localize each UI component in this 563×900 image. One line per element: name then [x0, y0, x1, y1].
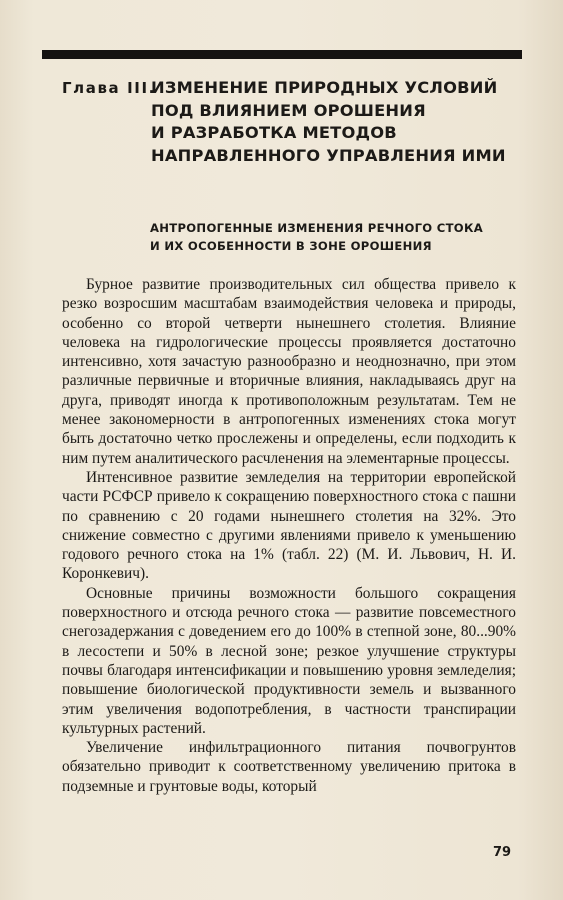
chapter-label: Глава III.	[62, 79, 156, 97]
paragraph: Основные причины возможности большого сокращения поверхностного и отсюда речного стока — развитие повсеместного снегозадержания с доведением его до 100% в степной зоне, 80...90% в лесостепи и 50% в лесной зоне; резкое улучшение структуры почвы благодаря интенсификации и повышению уровня земледелия; повышение биологической продуктивности земель и вызванного этим увеличения водопотребления, в частности транспирации культурных растений.	[62, 584, 516, 737]
header-rule	[42, 50, 522, 59]
chapter-title: ИЗМЕНЕНИЕ ПРИРОДНЫХ УСЛОВИЙ ПОД ВЛИЯНИЕМ ОРОШЕНИЯ И РАЗРАБОТКА МЕТОДОВ НАПРАВЛЕННОГО УПРАВЛЕНИЯ ИМИ	[151, 78, 506, 165]
section-title: АНТРОПОГЕННЫЕ ИЗМЕНЕНИЯ РЕЧНОГО СТОКА И ИХ ОСОБЕННОСТИ В ЗОНЕ ОРОШЕНИЯ	[150, 221, 484, 253]
paragraph: Увеличение инфильтрационного питания почвогрунтов обязательно приводит к соответственному увеличению притока в подземные и грунтовые воды, который	[62, 739, 516, 795]
page-number: 79	[493, 845, 512, 860]
body-text	[62, 275, 516, 796]
paragraph: Интенсивное развитие земледелия на территории европейской части РСФСР привело к сокращению поверхностного стока с пашни по сравнению с 20 годами нынешнего столетия на 32%. Это снижение совместно с другими явлениями привело к уменьшению годового речного стока на 1% (табл. 22) (М. И. Львович, Н. И. Коронкевич).	[62, 468, 516, 583]
paragraph: Бурное развитие производительных сил общества привело к резко возросшим масштабам взаимодействия человека и природы, особенно со второй четверти нынешнего столетия. Влияние человека на гидрологические процессы проявляется достаточно интенсивно, хотя зачастую разнообразно и неоднозначно, при этом различные первичные и вторичные влияния, накладываясь друг на друга, приводят иногда к противоположным результатам. Тем не менее закономерности в антропогенных изменениях стока могут быть достаточно четко прослежены и определены, если подходить к ним путем аналитического расчленения на элементарные процессы.	[62, 276, 516, 467]
